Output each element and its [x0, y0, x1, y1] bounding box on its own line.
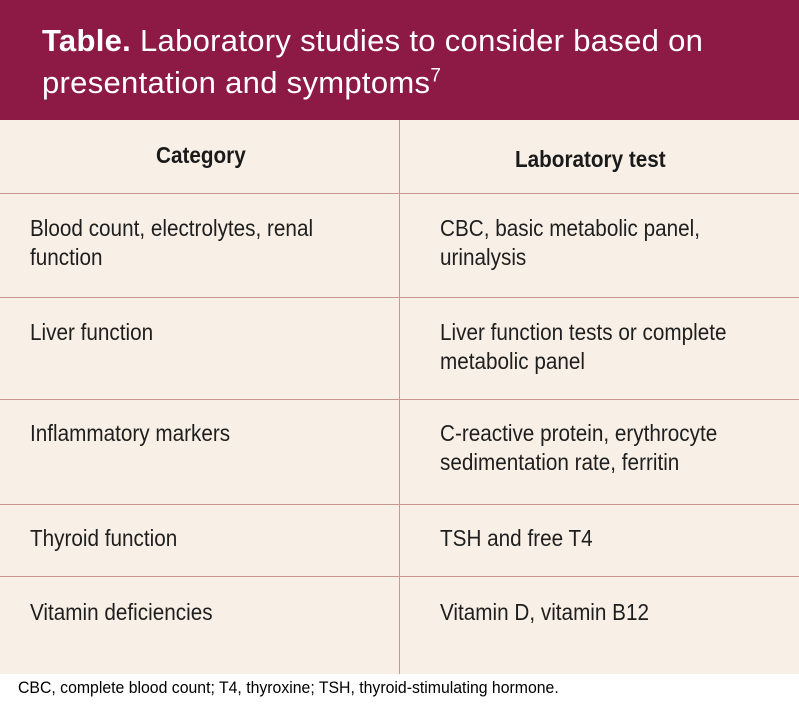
lab-test-cell: TSH and free T4 — [440, 525, 593, 551]
table-row — [0, 194, 799, 298]
table-footnote: CBC, complete blood count; T4, thyroxine; TSH, thyroid-stimulating hormone. — [18, 678, 559, 697]
table-row — [0, 505, 799, 577]
table-label: Table. — [42, 23, 132, 58]
table-row — [0, 577, 799, 674]
table-title — [0, 0, 799, 120]
table-row — [0, 298, 799, 400]
table-title-text: Laboratory studies to consider based on presentation and symptoms — [42, 23, 704, 100]
table-body — [0, 120, 799, 674]
category-cell: Vitamin deficiencies — [30, 599, 213, 625]
category-cell: Inflammatory markers — [30, 420, 231, 446]
reference-superscript: 7 — [430, 65, 442, 87]
category-cell: Thyroid function — [30, 525, 178, 551]
category-cell: Blood count, electrolytes, renal function — [30, 215, 314, 270]
column-header-category: Category — [156, 142, 246, 168]
lab-test-cell: Liver function tests or complete metabolic panel — [440, 319, 727, 374]
table-row — [0, 400, 799, 505]
lab-test-cell: CBC, basic metabolic panel, urinalysis — [440, 215, 701, 270]
header-row — [0, 120, 799, 194]
column-header-lab-test: Laboratory test — [515, 146, 666, 172]
lab-test-cell: C-reactive protein, erythrocyte sedimentation rate, ferritin — [440, 420, 718, 475]
lab-test-cell: Vitamin D, vitamin B12 — [440, 599, 650, 625]
category-cell: Liver function — [30, 319, 154, 345]
